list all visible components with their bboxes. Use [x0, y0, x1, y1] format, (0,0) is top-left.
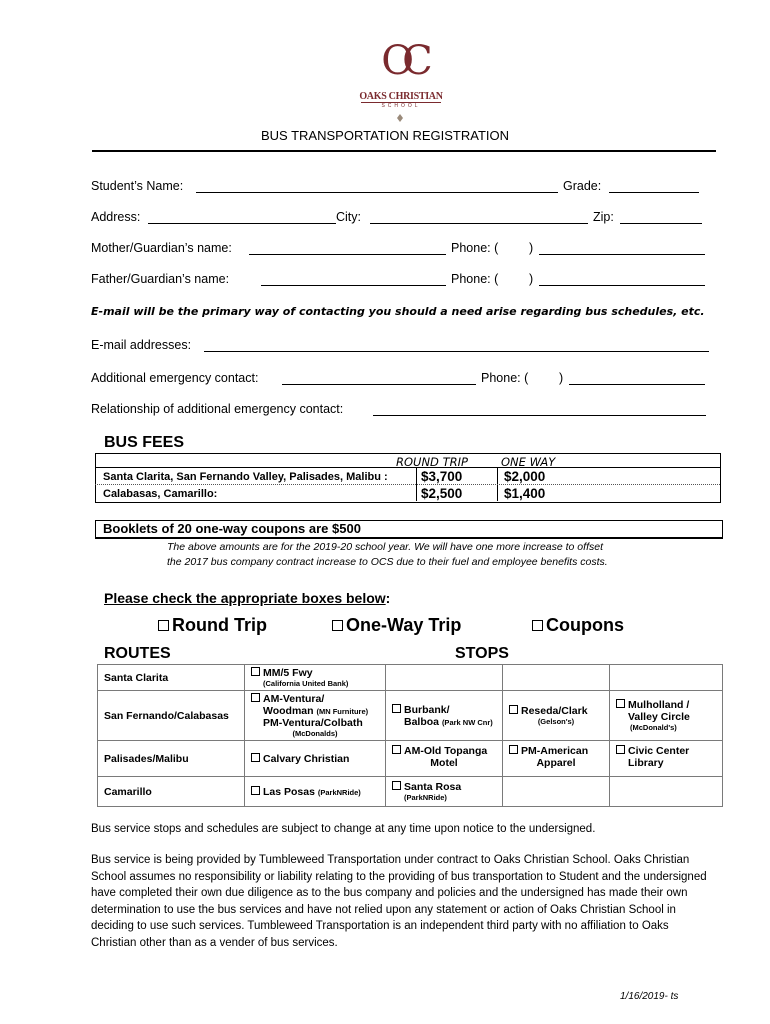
disclaimer-liability: Bus service is being provided by Tumbleweed Transportation under contract to Oaks Christian School. Oaks Christian School assumes no responsibility or liability relating to the providing of bus transportation to Student and the undersigned have completed their own due diligence as to the bus company and policies and the undersigned has made their own determination to use the bus services and have not relied upon any statement or action of Oaks Christian School in deciding to use such services. Tumbleweed Transportation is an independent third party with no affiliation to Oaks Christian other than as a vender of bus services. — [91, 854, 707, 949]
stop-ventura[interactable]: AM-Ventura/ Woodman (MN Furniture) PM-Ventura/Colbath (McDonalds) — [245, 691, 386, 741]
stop-mm5-checkbox[interactable] — [251, 667, 260, 676]
col-round-trip: ROUND TRIP — [396, 455, 468, 469]
col-one-way: ONE WAY — [501, 455, 556, 469]
father-field[interactable] — [261, 285, 446, 286]
check-heading-colon: : — [385, 590, 391, 606]
mother-phone-close: ) — [529, 241, 534, 255]
fee-round-2: $2,500 — [421, 486, 463, 501]
table-row — [98, 741, 723, 777]
stop-mulholland-checkbox[interactable] — [616, 699, 625, 708]
stop-mulholland[interactable]: Mulholland / Valley Circle (McDonald's) — [610, 691, 723, 741]
table-row — [98, 777, 723, 807]
mother-label: Mother/Guardian’s name: — [91, 241, 232, 255]
coupons-label: Coupons — [546, 615, 624, 635]
one-way-option[interactable] — [332, 615, 461, 636]
emergency-field[interactable] — [282, 384, 476, 385]
stop-old-topanga-checkbox[interactable] — [392, 745, 401, 754]
emergency-phone-close: ) — [559, 371, 564, 385]
footer-date: 1/16/2019- ts — [620, 991, 679, 1002]
stop-calvary[interactable]: Calvary Christian — [245, 741, 386, 777]
stop-mm5[interactable]: MM/5 Fwy (California United Bank) — [245, 665, 386, 691]
fee-round-1: $3,700 — [421, 469, 463, 484]
logo-name: OAKS CHRISTIAN — [359, 91, 443, 102]
father-phone-label: Phone: ( — [451, 272, 499, 286]
city-label: City: — [336, 210, 361, 224]
stops-heading: STOPS — [455, 645, 509, 662]
route-camarillo: Camarillo — [98, 777, 245, 807]
stop-reseda[interactable]: Reseda/Clark (Gelson's) — [503, 691, 610, 741]
emergency-label: Additional emergency contact: — [91, 371, 259, 385]
father-phone-field[interactable] — [539, 285, 705, 286]
round-trip-option[interactable] — [158, 615, 267, 636]
check-heading-text: Please check the appropriate boxes below — [104, 590, 386, 606]
stop-santa-rosa-checkbox[interactable] — [392, 781, 401, 790]
routes-heading: ROUTES — [104, 645, 171, 662]
booklet-text: Booklets of 20 one-way coupons are $500 — [103, 521, 361, 536]
round-trip-checkbox[interactable] — [158, 620, 169, 631]
email-label: E-mail addresses: — [91, 338, 192, 352]
logo-monogram: OC — [381, 38, 421, 84]
coupons-checkbox[interactable] — [532, 620, 543, 631]
stop-burbank-checkbox[interactable] — [392, 704, 401, 713]
zip-label: Zip: — [593, 210, 614, 224]
one-way-label: One-Way Trip — [346, 615, 462, 635]
route-santa-clarita: Santa Clarita — [98, 665, 245, 691]
fees-table — [95, 453, 721, 503]
stop-burbank[interactable]: Burbank/ Balboa (Park NW Cnr) — [386, 691, 503, 741]
fee-oneway-1: $2,000 — [504, 469, 546, 484]
city-field[interactable] — [370, 223, 588, 224]
page-title: BUS TRANSPORTATION REGISTRATION — [261, 128, 509, 143]
coupons-option[interactable] — [532, 615, 624, 636]
one-way-checkbox[interactable] — [332, 620, 343, 631]
address-label: Address: — [91, 210, 141, 224]
stop-reseda-checkbox[interactable] — [509, 705, 518, 714]
route-palisades: Palisades/Malibu — [98, 741, 245, 777]
grade-label: Grade: — [563, 179, 602, 193]
emergency-phone-label: Phone: ( — [481, 371, 529, 385]
fee-oneway-2: $1,400 — [504, 486, 546, 501]
booklet-box — [95, 520, 723, 539]
stop-las-posas-checkbox[interactable] — [251, 786, 260, 795]
grade-field[interactable] — [609, 192, 699, 193]
stop-calvary-checkbox[interactable] — [251, 753, 260, 762]
stop-old-topanga[interactable]: AM-Old Topanga Motel — [386, 741, 503, 777]
father-phone-close: ) — [529, 272, 534, 286]
email-note: E-mail will be the primary way of contacting you should a need arise regarding bus schedules, etc. — [91, 305, 705, 318]
logo-sub: SCHOOL — [381, 103, 421, 109]
relationship-field[interactable] — [373, 415, 706, 416]
mother-phone-label: Phone: ( — [451, 241, 499, 255]
zip-field[interactable] — [620, 223, 702, 224]
title-rule — [92, 150, 716, 152]
address-field[interactable] — [148, 223, 336, 224]
school-logo — [355, 38, 447, 122]
stop-american-apparel-checkbox[interactable] — [509, 745, 518, 754]
stop-las-posas[interactable]: Las Posas (ParkNRide) — [245, 777, 386, 807]
logo-emblem-icon — [395, 110, 405, 120]
routes-table — [97, 664, 723, 807]
table-row — [98, 665, 723, 691]
mother-phone-field[interactable] — [539, 254, 705, 255]
stop-ventura-checkbox[interactable] — [251, 693, 260, 702]
check-heading — [104, 590, 390, 606]
relationship-label: Relationship of additional emergency contact: — [91, 402, 344, 416]
stop-civic-center[interactable]: Civic Center Library — [610, 741, 723, 777]
student-name-field[interactable] — [196, 192, 558, 193]
stop-american-apparel[interactable]: PM-American Apparel — [503, 741, 610, 777]
fee-area-2: Calabasas, Camarillo: — [103, 488, 218, 500]
email-field[interactable] — [204, 351, 709, 352]
stop-civic-center-checkbox[interactable] — [616, 745, 625, 754]
disclaimer-stops: Bus service stops and schedules are subject to change at any time upon notice to the undersigned. — [91, 823, 596, 835]
stop-santa-rosa[interactable]: Santa Rosa (ParkNRide) — [386, 777, 503, 807]
fees-note-2: the 2017 bus company contract increase to OCS due to their fuel and employee benefits costs. — [167, 556, 608, 568]
route-san-fernando: San Fernando/Calabasas — [98, 691, 245, 741]
fee-area-1: Santa Clarita, San Fernando Valley, Palisades, Malibu : — [103, 471, 388, 483]
father-label: Father/Guardian’s name: — [91, 272, 230, 286]
bus-fees-heading: BUS FEES — [104, 434, 185, 451]
emergency-phone-field[interactable] — [569, 384, 705, 385]
table-row — [98, 691, 723, 741]
fees-note-1: The above amounts are for the 2019-20 school year. We will have one more increase to offset — [167, 541, 603, 553]
student-name-label: Student’s Name: — [91, 179, 184, 193]
mother-field[interactable] — [249, 254, 446, 255]
round-trip-label: Round Trip — [172, 615, 267, 635]
